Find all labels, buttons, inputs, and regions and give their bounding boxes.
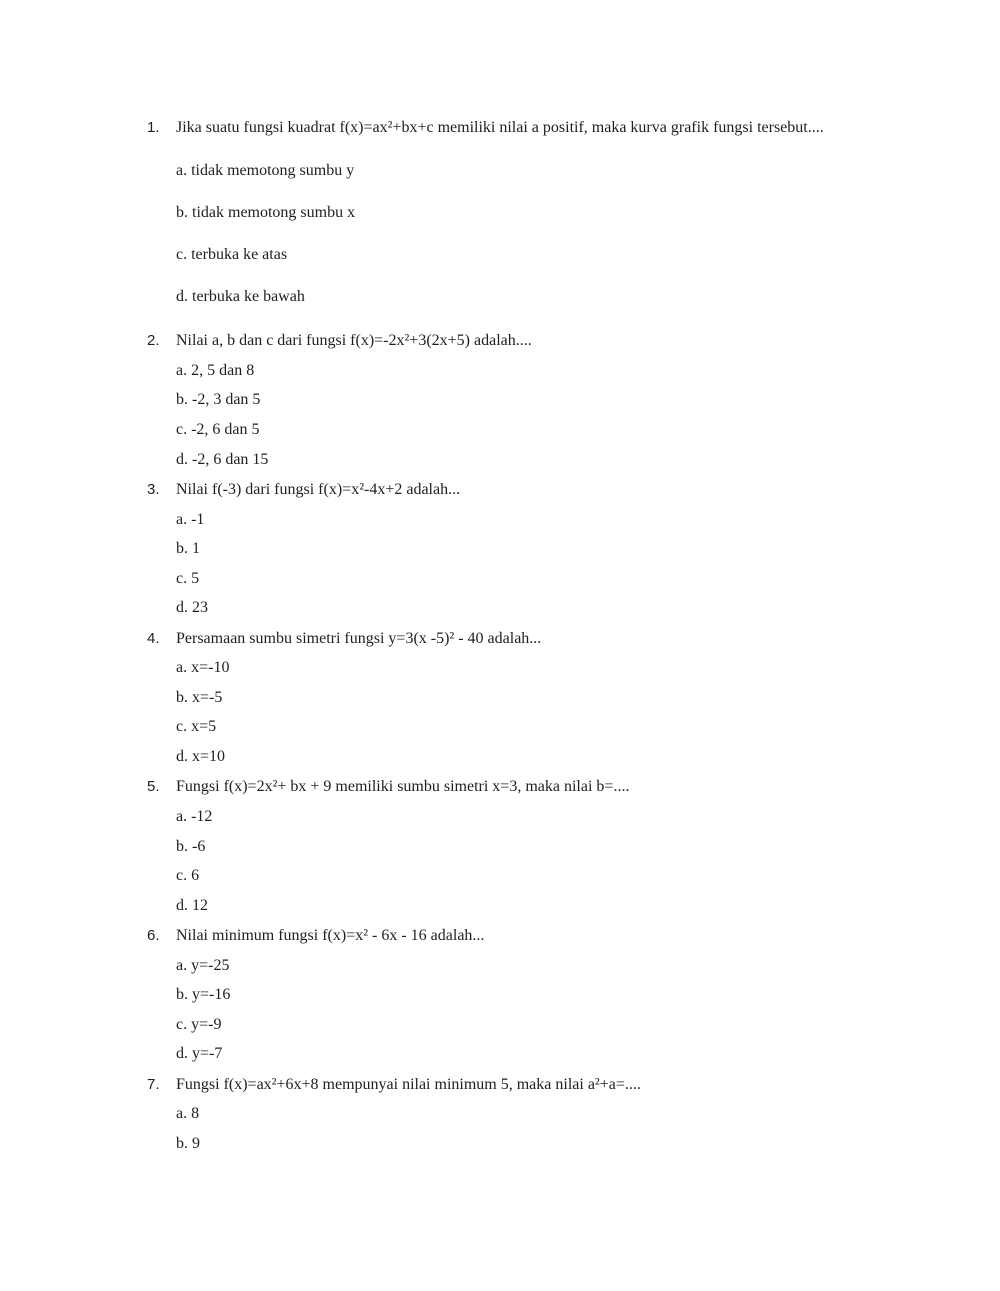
option-c[interactable]: c. -2, 6 dan 5	[176, 421, 260, 438]
question-text: Jika suatu fungsi kuadrat f(x)=ax²+bx+c memiliki nilai a positif, maka kurva grafik fungsi tersebut....	[176, 119, 824, 136]
question-2	[147, 331, 532, 351]
option-d[interactable]: d. 12	[176, 897, 208, 914]
option-c[interactable]: c. terbuka ke atas	[176, 246, 288, 263]
question-number: 4.	[147, 630, 160, 647]
question-4	[147, 629, 541, 649]
question-text: Fungsi f(x)=2x²+ bx + 9 memiliki sumbu simetri x=3, maka nilai b=....	[176, 778, 630, 795]
question-number: 1.	[147, 119, 160, 136]
question-3	[147, 480, 460, 500]
question-text: Persamaan sumbu simetri fungsi y=3(x -5)² - 40 adalah...	[176, 630, 542, 647]
option-a[interactable]: a. 8	[176, 1105, 200, 1122]
option-b[interactable]: b. 1	[176, 540, 200, 557]
option-d[interactable]: d. terbuka ke bawah	[176, 288, 305, 305]
option-a[interactable]: a. 2, 5 dan 8	[176, 362, 255, 379]
option-c[interactable]: c. x=5	[176, 718, 217, 735]
option-a[interactable]: a. x=-10	[176, 659, 230, 676]
question-text: Nilai a, b dan c dari fungsi f(x)=-2x²+3(2x+5) adalah....	[176, 332, 532, 349]
option-d[interactable]: d. y=-7	[176, 1045, 223, 1062]
option-b[interactable]: b. -2, 3 dan 5	[176, 391, 261, 408]
option-d[interactable]: d. x=10	[176, 748, 226, 765]
option-b[interactable]: b. y=-16	[176, 986, 231, 1003]
question-text: Nilai minimum fungsi f(x)=x² - 6x - 16 adalah...	[176, 927, 485, 944]
option-b[interactable]: b. -6	[176, 838, 206, 855]
question-text: Fungsi f(x)=ax²+6x+8 mempunyai nilai minimum 5, maka nilai a²+a=....	[176, 1076, 641, 1093]
option-c[interactable]: c. 6	[176, 867, 200, 884]
option-c[interactable]: c. y=-9	[176, 1016, 222, 1033]
option-a[interactable]: a. -1	[176, 511, 205, 528]
option-a[interactable]: a. tidak memotong sumbu y	[176, 162, 355, 179]
question-number: 5.	[147, 778, 160, 795]
question-7	[147, 1075, 641, 1095]
question-number: 6.	[147, 927, 160, 944]
question-text: Nilai f(-3) dari fungsi f(x)=x²-4x+2 adalah...	[176, 481, 461, 498]
option-a[interactable]: a. -12	[176, 808, 213, 825]
option-b[interactable]: b. tidak memotong sumbu x	[176, 204, 356, 221]
option-d[interactable]: d. 23	[176, 599, 208, 616]
option-c[interactable]: c. 5	[176, 570, 200, 587]
question-number: 2.	[147, 332, 160, 349]
question-5	[147, 777, 629, 797]
option-d[interactable]: d. -2, 6 dan 15	[176, 451, 269, 468]
option-b[interactable]: b. x=-5	[176, 689, 223, 706]
question-1	[147, 118, 824, 138]
question-6	[147, 926, 484, 946]
option-b[interactable]: b. 9	[176, 1135, 200, 1152]
option-a[interactable]: a. y=-25	[176, 957, 230, 974]
question-number: 7.	[147, 1076, 160, 1093]
question-number: 3.	[147, 481, 160, 498]
